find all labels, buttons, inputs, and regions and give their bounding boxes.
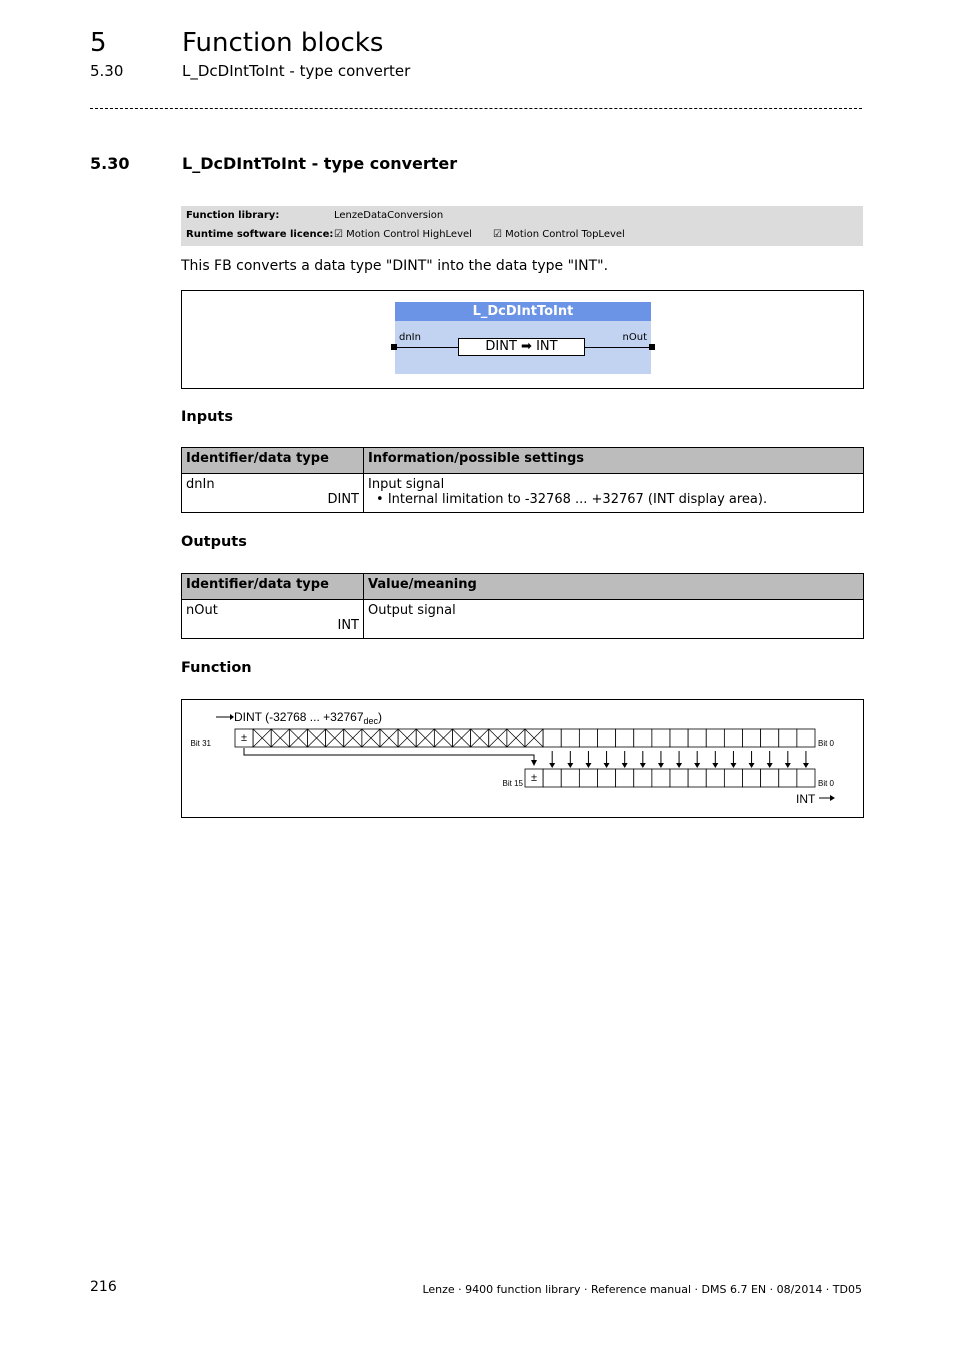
input-type: DINT [327, 492, 359, 507]
bit-arrow-head [658, 763, 664, 768]
function-diagram-frame [181, 699, 864, 818]
function-library-value: LenzeDataConversion [334, 210, 444, 221]
fb-block [395, 302, 651, 374]
inputs-col-identifier: Identifier/data type [182, 448, 364, 474]
fb-converter-box [458, 338, 585, 356]
dint-bit-cell [652, 729, 670, 747]
library-info-box [181, 206, 863, 246]
dint-bit-cell [543, 729, 561, 747]
function-library-label: Function library: [186, 210, 280, 221]
licence-highlevel: ☑ Motion Control HighLevel [334, 229, 472, 240]
bit-arrow-head [622, 763, 628, 768]
dint-bit-cell [688, 729, 706, 747]
int-bit-cell [579, 769, 597, 787]
footer-doc-info: Lenze · 9400 function library · Reference manual · DMS 6.7 EN · 08/2014 · TD05 [422, 1283, 862, 1296]
header-section-number: 5.30 [90, 62, 124, 80]
dint-bit-cell [598, 729, 616, 747]
output-info: Output signal [368, 603, 456, 618]
inputs-col-info: Information/possible settings [364, 448, 864, 474]
page-number: 216 [90, 1279, 117, 1295]
int-bit-cell [616, 769, 634, 787]
sign-bit-label: ± [531, 772, 538, 784]
table-row [182, 600, 864, 639]
bit-arrow-head [604, 763, 610, 768]
input-bullet: • Internal limitation to -32768 ... +32767 (INT display area). [376, 492, 768, 507]
function-heading: Function [181, 660, 252, 676]
chapter-number: 5 [90, 28, 107, 58]
dint-bit-cell [579, 729, 597, 747]
dint-bit31-label: Bit 31 [190, 739, 211, 748]
int-bit0-label: Bit 0 [818, 779, 835, 788]
bit-conversion-diagram [182, 700, 863, 817]
int-bit-row [525, 769, 815, 787]
output-type: INT [337, 618, 359, 633]
int-bit-cell [724, 769, 742, 787]
bit-arrow-head [730, 763, 736, 768]
licence-toplevel: ☑ Motion Control TopLevel [493, 229, 625, 240]
fb-diagram-frame [181, 290, 864, 389]
int-bit-cell [761, 769, 779, 787]
inputs-table [181, 447, 864, 513]
bit-arrow-head [767, 763, 773, 768]
int-bit-cell [688, 769, 706, 787]
bit-arrow-head [694, 763, 700, 768]
dint-sub: dec [363, 716, 379, 726]
dint-bit-cell [706, 729, 724, 747]
chapter-title: Function blocks [182, 28, 384, 58]
input-bullet-text: Internal limitation to -32768 ... +32767 (INT display area). [387, 492, 768, 507]
int-bit-cell [706, 769, 724, 787]
fb-input-line [395, 347, 458, 348]
outputs-heading: Outputs [181, 534, 247, 550]
bit-arrow-head [640, 763, 646, 768]
convert-from-type: DINT [485, 339, 517, 354]
dint-label: DINT (-32768 ... +32767 [234, 710, 364, 724]
outputs-table [181, 573, 864, 639]
dint-bit-cell [743, 729, 761, 747]
header-divider [90, 108, 862, 109]
convert-arrow-icon: ➡ [521, 339, 532, 354]
dint-bit-cell [634, 729, 652, 747]
section-title: L_DcDIntToInt - type converter [182, 154, 458, 173]
input-identifier: dnIn [186, 477, 215, 492]
intro-text: This FB converts a data type "DINT" into the data type "INT". [181, 258, 609, 274]
dint-bit-cell [724, 729, 742, 747]
bit-arrow-head [712, 763, 718, 768]
runtime-licence-label: Runtime software licence: [186, 229, 334, 240]
int-bit-cell [797, 769, 815, 787]
int-bit-cell [652, 769, 670, 787]
bit-arrow-head [785, 763, 791, 768]
bit-arrow-head [749, 763, 755, 768]
dint-bit-cell [761, 729, 779, 747]
sign-bit-label: ± [241, 732, 248, 744]
fb-output-label: nOut [622, 332, 647, 343]
dint-bit-row [235, 729, 815, 747]
bit-arrow-head [567, 763, 573, 768]
dint-close: ) [378, 710, 383, 724]
bit-arrow-head [585, 763, 591, 768]
bit-arrow-head [676, 763, 682, 768]
dint-bit-cell [616, 729, 634, 747]
fb-title: L_DcDIntToInt [395, 302, 651, 321]
bit-arrow-head [803, 763, 809, 768]
header-section-title: L_DcDIntToInt - type converter [182, 62, 411, 80]
fb-input-label: dnIn [399, 332, 421, 343]
dint-bit0-label: Bit 0 [818, 739, 835, 748]
outputs-col-info: Value/meaning [364, 574, 864, 600]
output-identifier: nOut [186, 603, 218, 618]
int-bit-cell [598, 769, 616, 787]
int-bit15-label: Bit 15 [502, 779, 523, 788]
fb-output-line [585, 347, 651, 348]
int-bit-cell [670, 769, 688, 787]
int-bit-cell [634, 769, 652, 787]
bit-arrows [549, 751, 809, 768]
int-bit-cell [543, 769, 561, 787]
input-info: Input signal [368, 477, 445, 492]
fb-output-pin-icon [649, 344, 655, 350]
fb-input-pin-icon [391, 344, 397, 350]
int-bit-cell [561, 769, 579, 787]
convert-to-type: INT [536, 339, 558, 354]
int-label: INT [796, 792, 816, 806]
svg-text:DINT (-32768 ... +32767dec) [234, 710, 382, 726]
dint-bit-cell [561, 729, 579, 747]
outputs-col-identifier: Identifier/data type [182, 574, 364, 600]
bit-arrow-head [549, 763, 555, 768]
int-bit-cell [779, 769, 797, 787]
dint-bit-cell [779, 729, 797, 747]
int-bit-cell [743, 769, 761, 787]
dint-bit-cell [797, 729, 815, 747]
table-row [182, 474, 864, 513]
section-number: 5.30 [90, 154, 130, 173]
inputs-heading: Inputs [181, 409, 233, 425]
dint-bit-cell [670, 729, 688, 747]
